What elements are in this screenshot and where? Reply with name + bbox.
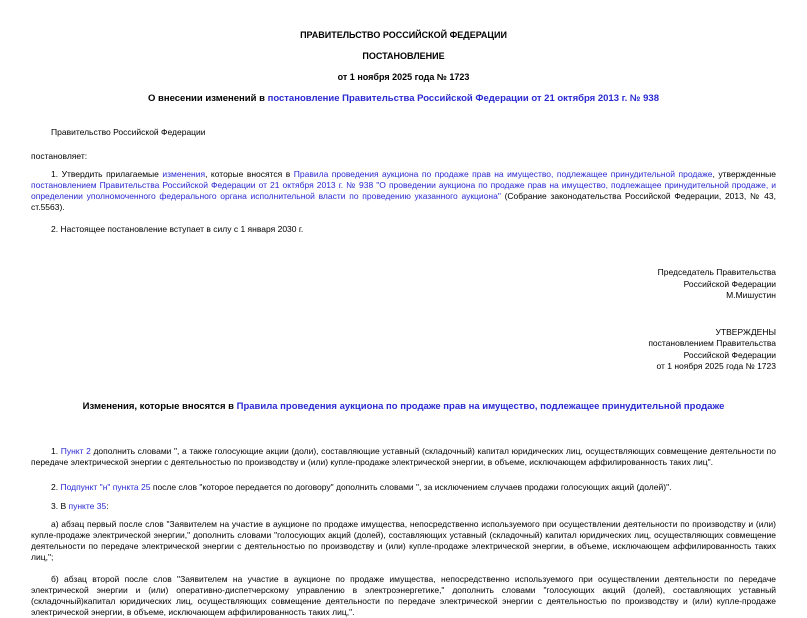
point-35-link[interactable]: пункте 35	[68, 500, 107, 511]
item-2-text: после слов "которое передается по договору" дополнить словами ", за исключением случаев продажи голосующих акций (долей)".	[150, 481, 672, 492]
item-2-text: 2.	[51, 481, 61, 492]
decree-word: постановляет:	[31, 151, 88, 161]
paragraph-1	[31, 169, 776, 213]
signature-block	[31, 267, 776, 302]
document-type-title: ПОСТАНОВЛЕНИЕ	[362, 51, 445, 61]
approved-line: постановлением Правительства	[648, 338, 776, 348]
item-1-text: 1.	[51, 445, 61, 456]
amendments-title-prefix: Изменения, которые вносятся в	[82, 400, 237, 412]
amendment-item-a: а) абзац первый после слов "Заявителем на участие в аукционе по продаже имущества, непосредственно используемого при осуществлении деятельности по производству и (или) купле-продаже электрической энергии," дополнить словами "голосующих акций (долей), составляющих уставный (складочный) капитал юридических лиц, осуществляющих совмещение деятельности по передаче электрической энергии с деятельностью по производству и (или) купле-продаже электрической энергии, в объеме, исключающем аффилированность таких лиц,";	[31, 518, 776, 562]
amendments-rules-link[interactable]: Правила проведения аукциона по продаже прав на имущество, подлежащее принудительной продаже	[236, 400, 725, 412]
amendment-item-b: б) абзац второй после слов "Заявителем на участие в аукционе по продаже имущества, непосредственно используемого при осуществлении деятельности по передаче электрической энергии и (или) оперативно-диспетчерскому управлению в электроэнергетике," дополнить словами "голосующих акций (долей), составляющих уставный (складочный)капитал юридических лиц, осуществляющих совмещение деятельности по передаче электрической энергии с деятельностью по производству и (или) купле-продаже электрической энергии, в объеме, исключающем аффилированность таких лиц,".	[31, 573, 776, 617]
signature-name: М.Мишустин	[726, 290, 776, 300]
resolution-938-link[interactable]: постановление Правительства Российской Федерации от 21 октября 2013 г. № 938	[267, 93, 659, 104]
approved-line: Российской Федерации	[683, 349, 776, 360]
amendments-title	[31, 401, 776, 413]
paragraph-1-text: 1. Утвердить прилагаемые	[51, 169, 163, 179]
subpoint-n-point-25-link[interactable]: Подпункт "н" пункта 25	[60, 481, 151, 492]
point-2-link[interactable]: Пункт 2	[60, 445, 91, 456]
document-date-number: от 1 ноября 2025 года № 1723	[337, 72, 470, 82]
item-3-text: :	[106, 500, 109, 511]
document-subject	[31, 93, 776, 105]
paragraph-1-text: , утвержденные	[712, 169, 776, 179]
amendments-link[interactable]: изменения	[162, 169, 206, 179]
approved-date-number: от 1 ноября 2025 года № 1723	[656, 361, 776, 371]
item-3-text: 3. В	[51, 500, 69, 511]
paragraph-2: 2. Настоящее постановление вступает в силу с 1 января 2030 г.	[51, 224, 304, 234]
signature-line: Председатель Правительства	[657, 267, 776, 277]
signature-line: Российской Федерации	[683, 278, 776, 289]
resolution-938-full-link[interactable]: постановлением Правительства Российской Федерации от 21 октября 2013 г. № 938 "О проведении аукциона по продаже прав на имущество, подлежащее принудительной продаже, и определении уполномоченного федерального органа исполнительной власти по проведению указанного аукциона"	[31, 180, 776, 201]
amendment-item-3	[31, 501, 776, 512]
government-org-title: ПРАВИТЕЛЬСТВО РОССИЙСКОЙ ФЕДЕРАЦИИ	[300, 30, 507, 40]
paragraph-1-text: , которые вносятся в	[205, 169, 294, 179]
preamble-text: Правительство Российской Федерации	[51, 127, 206, 137]
subject-prefix-text: О внесении изменений в	[147, 93, 268, 104]
paragraph-1-text: (Собрание законодательства Российской Федерации, 2013, № 43, ст.5563).	[31, 191, 776, 212]
approved-block	[31, 327, 776, 373]
auction-rules-link[interactable]: Правила проведения аукциона по продаже прав на имущество, подлежащее принудительной продаже	[293, 169, 713, 179]
approved-label: УТВЕРЖДЕНЫ	[715, 326, 776, 337]
item-1-text: дополнить словами ", а также голосующие акции (доли), составляющие уставный (складочный) капитал юридических лиц, осуществляющих совмещение деятельности по передаче электрической энергии с деятельностью по производству и (или) купле-продаже электрической энергии, в объеме, исключающем аффилированность таких лиц".	[31, 445, 777, 467]
amendment-item-2	[31, 482, 776, 493]
amendment-item-1	[31, 446, 776, 468]
